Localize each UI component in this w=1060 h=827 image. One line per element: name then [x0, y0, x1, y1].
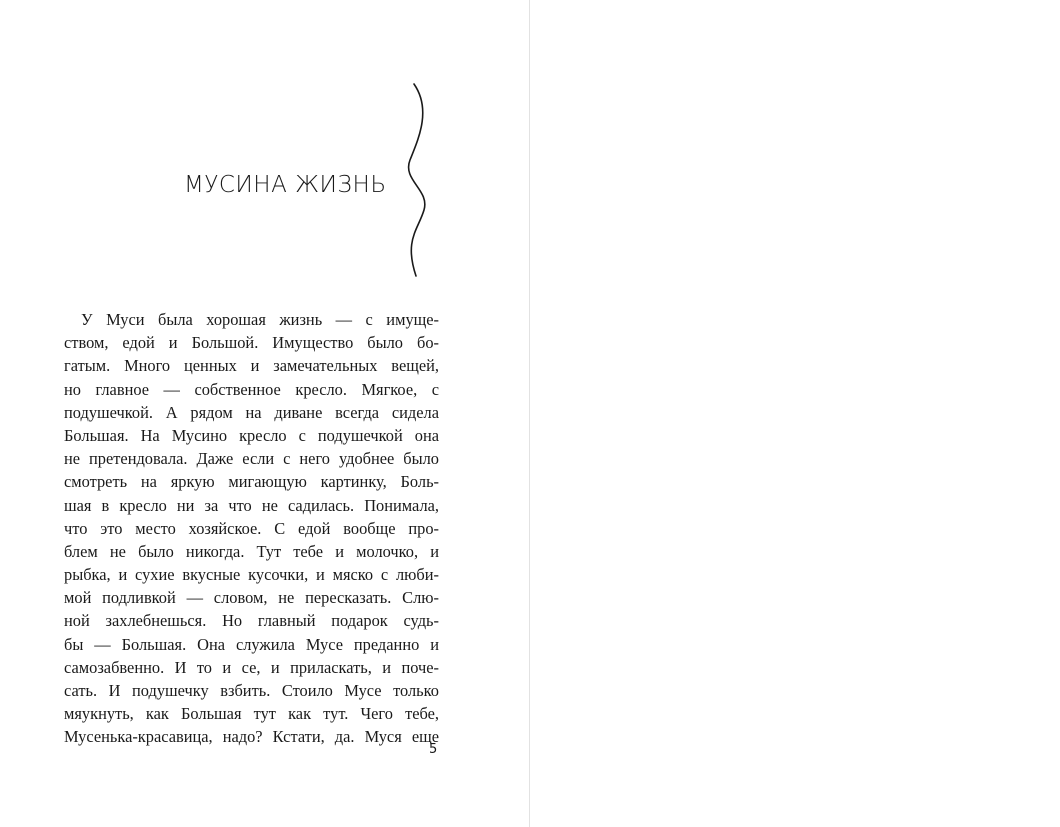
text-line: блем не было никогда. Тут тебе и молочко, и	[64, 541, 439, 561]
text-line: что это место хозяйское. С едой вообще про-	[64, 518, 439, 538]
left-page	[0, 0, 529, 827]
text-line: мяукнуть, как Большая тут как тут. Чего тебе,	[64, 704, 439, 724]
text-line: но главное — собственное кресло. Мягкое, с	[64, 379, 439, 399]
text-line: сать. И подушечку взбить. Стоило Мусе только	[64, 681, 439, 700]
text-line: рыбка, и сухие вкусные кусочки, и мяско с люби-	[64, 565, 439, 585]
text-line: не претендовала. Даже если с него удобнее было	[64, 449, 439, 469]
squiggle-ornament	[398, 80, 438, 280]
text-line: мой подливкой — словом, не пересказать. Слю-	[64, 588, 439, 608]
chapter-title: МУСИНА ЖИЗНЬ	[184, 172, 387, 198]
text-line: ной захлебнешься. Но главный подарок судь-	[64, 611, 439, 631]
right-page	[530, 0, 1059, 827]
left-page-text	[64, 308, 439, 749]
text-line: шая в кресло ни за что не садилась. Понимала,	[64, 495, 439, 515]
page-number-left: 5	[429, 742, 438, 757]
text-line: самозабвенно. И то и се, и приласкать, и поче-	[64, 657, 439, 677]
text-line: У Муси была хорошая жизнь — с имуще-	[81, 310, 439, 329]
text-line: подушечкой. А рядом на диване всегда сидела	[64, 402, 439, 422]
text-line: смотреть на яркую мигающую картинку, Боль-	[64, 472, 439, 492]
text-line: ством, едой и Большой. Имущество было бо-	[64, 333, 439, 353]
text-line: гатым. Много ценных и замечательных вещей,	[64, 356, 439, 376]
text-line: Мусенька-красавица, надо? Кстати, да. Муся еще	[64, 727, 439, 747]
text-line: бы — Большая. Она служила Мусе преданно и	[64, 634, 439, 654]
text-line: Большая. На Мусино кресло с подушечкой она	[64, 425, 439, 445]
